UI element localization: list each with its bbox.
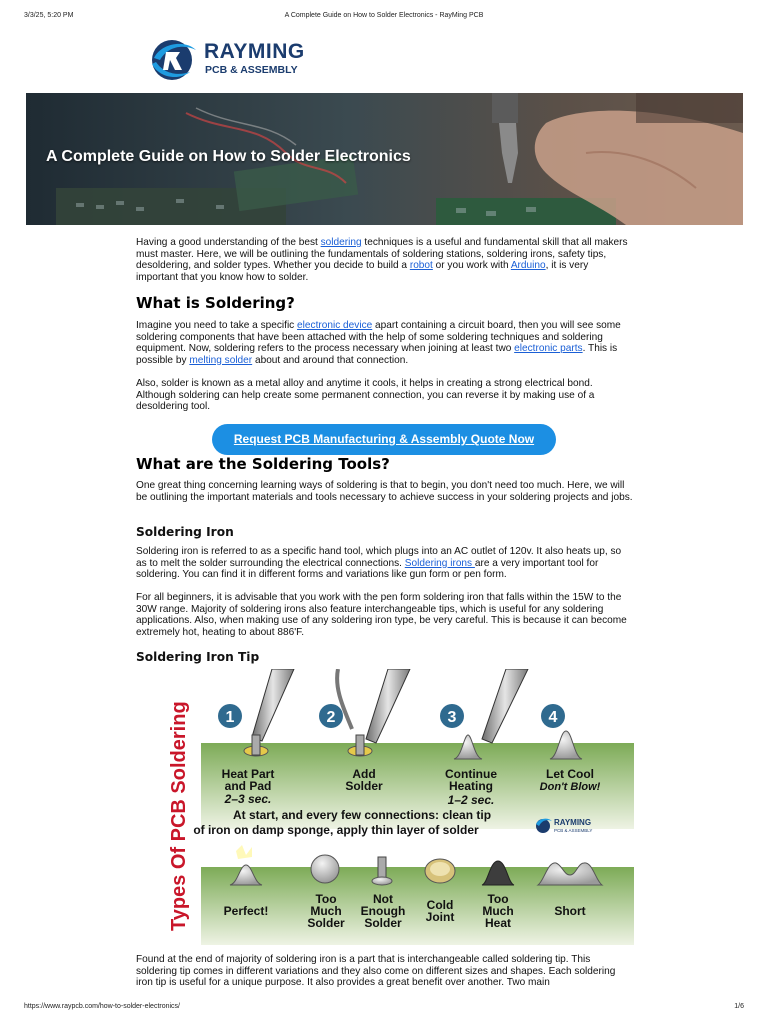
result-5-line3: Heat (484, 916, 512, 930)
step-2-label-line2: Solder (345, 779, 383, 793)
tools-paragraph: One great thing concerning learning ways of soldering is that to begin, you don't need too much. Here, we will be outlining the important materials and tools necessary to achieve success in your soldering projects and jobs. (136, 480, 633, 503)
step-3-label-line3: 1–2 sec. (447, 793, 495, 807)
rayming-logo-icon (146, 36, 198, 82)
logo-subtitle: PCB & ASSEMBLY (205, 64, 298, 76)
result-6-label: Short (554, 904, 586, 918)
result-4-line1: Cold (426, 898, 454, 912)
note-line-2: of iron on damp sponge, apply thin layer of solder (193, 823, 479, 837)
request-quote-button[interactable]: Request PCB Manufacturing & Assembly Quote Now (212, 424, 556, 455)
link-soldering[interactable]: soldering (320, 237, 362, 248)
infographic-brand-logo (536, 818, 592, 833)
joint-cold-joint-icon (425, 859, 455, 883)
step-2-number: 2 (326, 709, 336, 726)
result-2-line3: Solder (307, 916, 345, 930)
iron-2-icon (337, 669, 410, 756)
infographic-graphic (166, 669, 634, 945)
result-2-line2: Much (310, 904, 342, 918)
heading-soldering-tools: What are the Soldering Tools? (136, 455, 390, 473)
step-4-label-line1: Let Cool (546, 767, 594, 781)
link-electronic-parts[interactable]: electronic parts (514, 343, 583, 355)
result-2-line1: Too (315, 892, 337, 906)
result-5-line1: Too (487, 892, 509, 906)
step-2-label-line1: Add (352, 767, 376, 781)
tip-paragraph: Found at the end of majority of soldering iron is a part that is interchangeable called soldering tip. This soldering tip comes in different variations and they also come on different sizes and shapes. Each soldering iron tip is useful for a unique purpose. It also provides a great benefit over another. Two main (136, 954, 616, 989)
result-3-line3: Solder (364, 916, 402, 930)
print-page-number: 1/6 (734, 1003, 744, 1010)
step-3-label-line2: Heating (448, 779, 494, 793)
print-footer (24, 1003, 744, 1015)
step-4-number: 4 (548, 709, 558, 726)
infographic-brand-sub: PCB & ASSEMBLY (554, 828, 593, 833)
intro-paragraph: Having a good understanding of the best soldering techniques is a useful and fundamental skill that all makers must master. Here, we will be outlining the fundamentals of soldering stations, soldering irons, safety tips, desoldering, and solder types. Whether you decide to build a robot or you work with Arduino, it is very important that you know how to solder. (136, 237, 628, 283)
print-title: A Complete Guide on How to Solder Electronics - RayMing PCB (284, 12, 484, 19)
result-4-line2: Joint (425, 910, 455, 924)
infographic-side-title: Types Of PCB Soldering (168, 701, 190, 931)
link-soldering-irons[interactable]: Soldering irons (404, 557, 475, 569)
iron-paragraph-2: For all beginners, it is advisable that you work with the pen form soldering iron that falls within the 15W to the 30W range. Majority of soldering irons also feature interchangeable tips, which is useful for any soldering applications. Also, when making use of any soldering iron type, be very careful. This is because it can become extremely hot, heating to about 886'F. (136, 592, 627, 638)
step-1-label-line3: 2–3 sec. (224, 792, 272, 806)
result-3-line1: Not (373, 892, 393, 906)
step-3-label-line1: Continue (445, 767, 497, 781)
print-datetime: 3/3/25, 5:20 PM (24, 12, 74, 19)
link-robot[interactable]: robot (409, 260, 433, 272)
print-header (24, 12, 744, 24)
iron-paragraph-1: Soldering iron is referred to as a specific hand tool, which plugs into an AC outlet of 120v. It also heats up, so as to melt the solder surrounding the electrical connections. Soldering irons are a very important tool for soldering. You can find it in different forms and variations like gun form or pen form. (136, 546, 622, 581)
step-1-number: 1 (225, 709, 235, 726)
step-4-label-line2: Don't Blow! (539, 781, 601, 793)
link-arduino[interactable]: Arduino (510, 260, 546, 272)
link-electronic-device[interactable]: electronic device (297, 320, 373, 331)
hero-banner (26, 93, 743, 225)
step-3-number: 3 (447, 709, 457, 726)
print-url: https://www.raypcb.com/how-to-solder-electronics/ (24, 1003, 180, 1010)
note-line-1: At start, and every few connections: clean tip (232, 808, 492, 822)
link-melting-solder[interactable]: melting solder (189, 354, 253, 366)
heading-what-is-soldering: What is Soldering? (136, 294, 295, 312)
hero-title: A Complete Guide on How to Solder Electronics (46, 148, 411, 165)
logo-name: RAYMING (204, 40, 305, 63)
result-3-line2: Enough (360, 904, 406, 918)
heading-soldering-iron: Soldering Iron (136, 525, 234, 539)
soldering-infographic (166, 669, 634, 945)
infographic-brand-name: RAYMING (554, 818, 592, 827)
joint-too-much-solder-icon (311, 855, 339, 883)
heading-soldering-iron-tip: Soldering Iron Tip (136, 650, 260, 664)
step-1-label-line1: Heat Part (221, 767, 275, 781)
result-1-label: Perfect! (223, 904, 269, 918)
result-5-line2: Much (482, 904, 514, 918)
iron-1-icon (244, 669, 294, 756)
step-1-label-line2: and Pad (224, 779, 272, 793)
site-logo[interactable] (146, 36, 326, 82)
what-is-paragraph-2: Also, solder is known as a metal alloy and anytime it cools, it helps in creating a strong electrical bond. Although soldering can help create some permanent connection, you can reverse it by making use of a desoldering tool. (136, 378, 595, 413)
what-is-paragraph-1: Imagine you need to take a specific electronic device apart containing a circuit board, then you will see some soldering components that have been attached with the help of some soldering techniques and soldering equipment. Now, soldering refers to the process necessary when joining at least two electronic parts. This is possible by melting solder about and around that connection. (136, 320, 621, 366)
